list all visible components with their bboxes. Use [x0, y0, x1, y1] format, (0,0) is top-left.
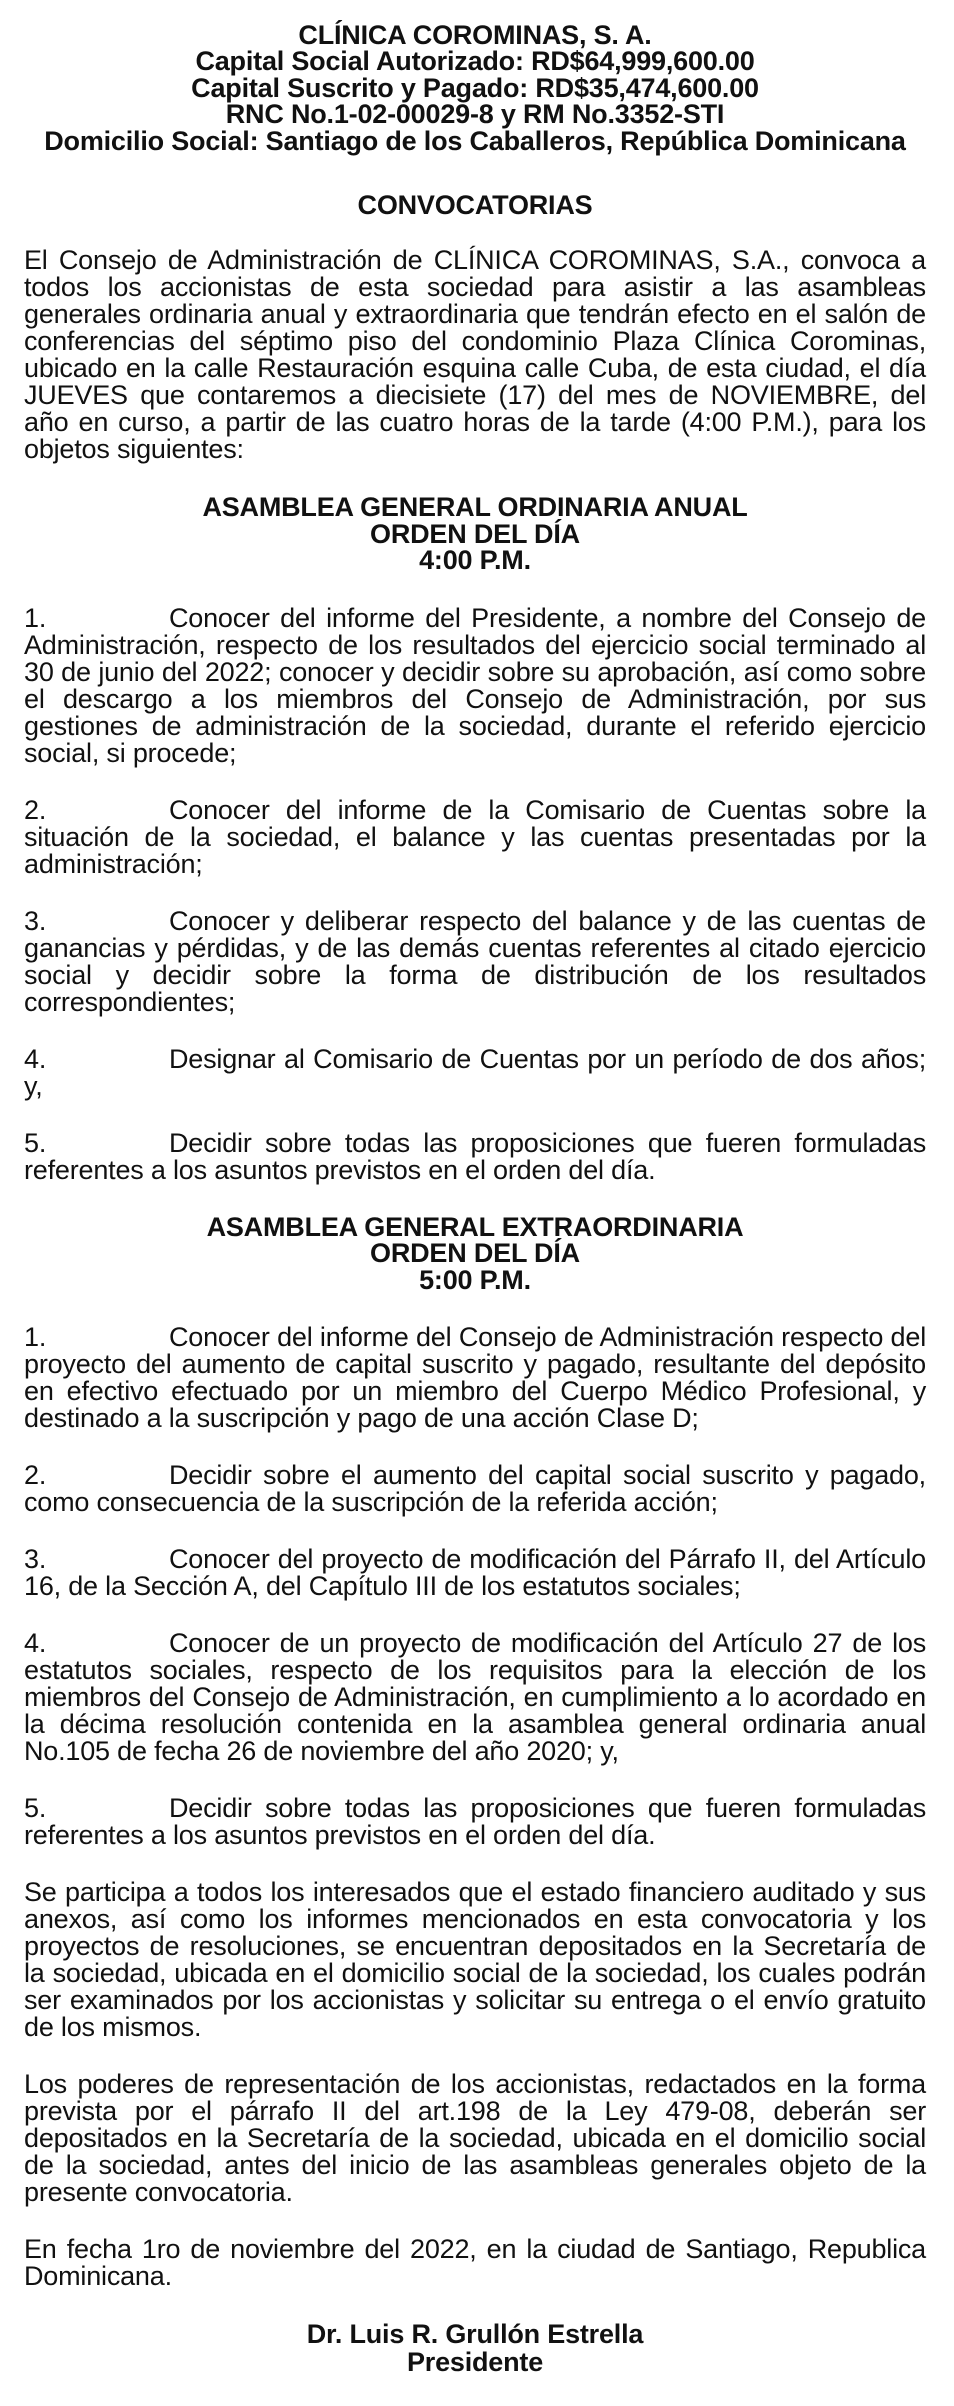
estados-paragraph: Se participa a todos los interesados que el estado financiero auditado y sus anexos, así como los informes mencionados en esta convocatoria y los proyectos de resoluciones, se encuentran depositados en la Secretaría de la sociedad, ubicada en el domicilio social de la sociedad, los cuales podrán ser examinados por los accionistas y solicitar su entrega o el envío gratuito de los mismos. — [24, 1876, 926, 2042]
domicilio-line: Domicilio Social: Santiago de los Caballeros, República Dominicana — [44, 125, 906, 156]
intro-paragraph: El Consejo de Administración de CLÍNICA COROMINAS, S.A., convoca a todos los accionistas de esta sociedad para asistir a las asambleas generales ordinaria anual y extraordinaria que tendrán efecto en el salón de conferencias del séptimo piso del condominio Plaza Clínica Corominas, ubicado en la calle Restauración esquina calle Cuba, de esta ciudad, el día JUEVES que contaremos a diecisiete (17) del mes de NOVIEMBRE, del año en curso, a partir de las cuatro horas de la tarde (4:00 P.M.), para los objetos siguientes: — [24, 245, 926, 465]
rnc-line: RNC No.1-02-00029-8 y RM No.3352-STI — [225, 99, 725, 130]
capital-suscrito: Capital Suscrito y Pagado: RD$35,474,600.00 — [191, 72, 759, 103]
agenda-item — [24, 1127, 926, 1185]
item-text: Designar al Comisario de Cuentas por un período de dos años; y, — [24, 1043, 926, 1101]
poderes-paragraph: Los poderes de representación de los accionistas, redactados en la forma prevista por el párrafo II del art.198 de la Ley 479-08, deberán ser depositados en la Secretaría de la sociedad, ubicada en el domicilio social de la sociedad, antes del inicio de las asambleas generales objeto de la presente convocatoria. — [24, 2068, 926, 2207]
agenda-item — [24, 1543, 926, 1601]
signature-block — [24, 2320, 926, 2377]
signer-role: Presidente — [406, 2347, 544, 2378]
capital-autorizado: Capital Social Autorizado: RD$64,999,600.00 — [195, 46, 755, 77]
agenda-item — [24, 1321, 926, 1433]
item-text: Decidir sobre todas las proposiciones que fueren formuladas referentes a los asuntos previstos en el orden del día. — [24, 1792, 926, 1850]
item-text: Decidir sobre todas las proposiciones que fueren formuladas referentes a los asuntos previstos en el orden del día. — [24, 1127, 926, 1185]
item-number: 5. — [24, 1127, 47, 1158]
ordinaria-items — [24, 602, 926, 1185]
ordinaria-title: ASAMBLEA GENERAL ORDINARIA ANUAL — [202, 492, 748, 523]
item-number: 2. — [24, 794, 47, 825]
company-header — [24, 22, 926, 154]
extraordinaria-title: ASAMBLEA GENERAL EXTRAORDINARIA — [206, 1211, 744, 1242]
ordinaria-heading — [24, 492, 926, 576]
item-number: 4. — [24, 1627, 47, 1658]
agenda-item — [24, 1792, 926, 1850]
agenda-item — [24, 1627, 926, 1766]
item-text: Conocer del informe de la Comisario de Cuentas sobre la situación de la sociedad, el balance y las cuentas presentadas por la administración; — [24, 794, 926, 879]
item-number: 4. — [24, 1043, 47, 1074]
item-text: Conocer del informe del Consejo de Administración respecto del proyecto del aumento de capital suscrito y pagado, resultante del depósito en efectivo efectuado por un miembro del Cuerpo Médico Profesional, y destinado a la suscripción y pago de una acción Clase D; — [24, 1321, 926, 1433]
item-text: Conocer del informe del Presidente, a nombre del Consejo de Administración, respecto de los resultados del ejercicio social terminado al 30 de junio del 2022; conocer y decidir sobre su aprobación, así como sobre el descargo a los miembros del Consejo de Administración, por sus gestiones de administración de la sociedad, durante el referido ejercicio social, si procede; — [24, 602, 926, 768]
agenda-item — [24, 794, 926, 879]
item-text: Conocer del proyecto de modificación del Párrafo II, del Artículo 16, de la Sección A, del Capítulo III de los estatutos sociales; — [24, 1543, 926, 1601]
item-number: 1. — [24, 1321, 47, 1352]
extraordinaria-time: 5:00 P.M. — [419, 1264, 531, 1295]
company-name: CLÍNICA COROMINAS, S. A. — [298, 20, 652, 50]
extraordinaria-items — [24, 1321, 926, 1850]
agenda-item — [24, 905, 926, 1017]
item-number: 3. — [24, 905, 47, 936]
extraordinaria-heading — [24, 1211, 926, 1295]
fecha-paragraph: En fecha 1ro de noviembre del 2022, en la ciudad de Santiago, Republica Dominicana. — [24, 2233, 926, 2291]
item-text: Conocer y deliberar respecto del balance y de las cuentas de ganancias y pérdidas, y de las demás cuentas referentes al citado ejercicio social y decidir sobre la forma de distribución de los resultados correspondientes; — [24, 905, 926, 1017]
agenda-item — [24, 1043, 926, 1101]
extraordinaria-subtitle: ORDEN DEL DÍA — [370, 1238, 580, 1269]
item-text: Decidir sobre el aumento del capital social suscrito y pagado, como consecuencia de la suscripción de la referida acción; — [24, 1459, 926, 1517]
item-number: 3. — [24, 1543, 47, 1574]
item-number: 1. — [24, 602, 47, 633]
item-text: Conocer de un proyecto de modificación del Artículo 27 de los estatutos sociales, respecto de los requisitos para la elección de los miembros del Consejo de Administración, en cumplimiento a lo acordado en la décima resolución contenida en la asamblea general ordinaria anual No.105 de fecha 26 de noviembre del año 2020; y, — [24, 1627, 926, 1766]
agenda-item — [24, 602, 926, 768]
document-title: CONVOCATORIAS — [357, 190, 593, 221]
ordinaria-subtitle: ORDEN DEL DÍA — [370, 518, 580, 549]
signer-name: Dr. Luis R. Grullón Estrella — [306, 2318, 644, 2349]
agenda-item — [24, 1459, 926, 1517]
item-number: 5. — [24, 1792, 47, 1823]
item-number: 2. — [24, 1459, 47, 1490]
ordinaria-time: 4:00 P.M. — [419, 545, 531, 576]
